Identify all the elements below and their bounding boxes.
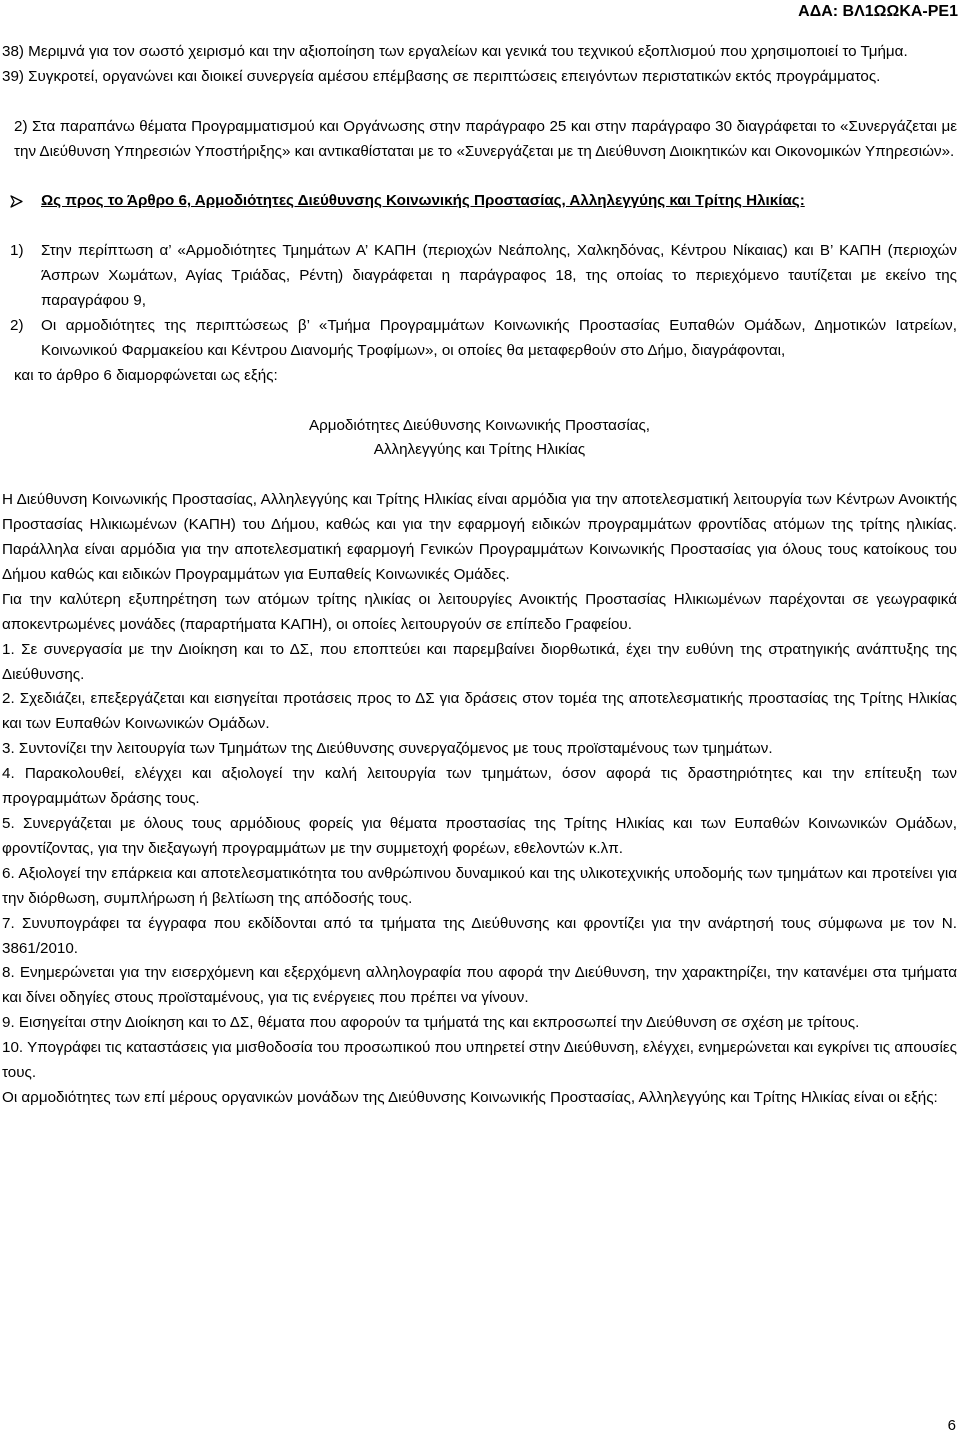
document-page: [2, 40, 957, 1111]
duty-item: 10. Υπογράφει τις καταστάσεις για μισθοδοσία του προσωπικού που υπηρετεί στην Διεύθυνση, ελέγχει, ενημερώνεται και εγκρίνει τις απουσίες τους.: [2, 1039, 957, 1082]
article-change-item: [2, 314, 957, 364]
article-change-item: [2, 239, 957, 314]
body-paragraph-1: Η Διεύθυνση Κοινωνικής Προστασίας, Αλληλεγγύης και Τρίτης Ηλικίας είναι αρμόδια για την αποτελεσματική λειτουργία των Κέντρων Ανοικτής Προστασίας Ηλικιωμένων (ΚΑΠΗ) του Δήμου, καθώς και για την εφαρμογή ειδικών προγραμμάτων φροντίδας ατόμων της τρίτης ηλικίας. Παράλληλα είναι αρμόδια για την αποτελεσματική εφαρμογή Γενικών Προγραμμάτων Κοινωνικής Προστασίας για όλους τους κατοίκους του Δήμου καθώς και ειδικών Προγραμμάτων για Ευπαθείς Κοινωνικές Ομάδες.: [2, 491, 957, 583]
arrow-bullet-icon: [10, 189, 41, 208]
article-6-heading: Ως προς το Άρθρο 6, Αρμοδιότητες Διεύθυνσης Κοινωνικής Προστασίας, Αλληλεγγύης και Τρίτης Ηλικίας:: [41, 192, 805, 210]
duty-item: 9. Εισηγείται στην Διοίκηση και το ΔΣ, θέματα που αφορούν τα τμήματά της και εκπροσωπεί την Διεύθυνση σε σχέση με τρίτους.: [2, 1014, 860, 1032]
spacer: [2, 463, 957, 488]
spacer: [2, 90, 957, 115]
article-6-bullet: [2, 189, 957, 214]
closing-paragraph: Οι αρμοδιότητες των επί μέρους οργανικών μονάδων της Διεύθυνσης Κοινωνικής Προστασίας, Αλληλεγγύης και Τρίτης Ηλικίας είναι οι εξής:: [2, 1088, 938, 1106]
duty-item: 3. Συντονίζει την λειτουργία των Τμημάτων της Διεύθυνσης συνεργαζόμενος με τους προϊσταμένους των τμημάτων.: [2, 740, 773, 758]
duty-item: 1. Σε συνεργασία με την Διοίκηση και το ΔΣ, που εποπτεύει και παρεμβαίνει διορθωτικά, έχει την ευθύνη της στρατηγικής ανάπτυξης της Διεύθυνσης.: [2, 640, 957, 683]
duty-item: 8. Ενημερώνεται για την εισερχόμενη και εξερχόμενη αλληλογραφία που αφορά την Διεύθυνση, την χαρακτηρίζει, την κατανέμει στα τμήματα και δίνει οδηγίες στους προϊσταμένους, για τις ενέργειες που πρέπει να γίνουν.: [2, 964, 957, 1007]
duty-item: 5. Συνεργάζεται με όλους τους αρμόδιους φορείς για θέματα προστασίας της Τρίτης Ηλικίας και των Ευπαθών Κοινωνικών Ομάδων, φροντίζοντας, για την διεξαγωγή προγραμμάτων με την συμμετοχή φορέων, εθελοντών κ.λπ.: [2, 815, 957, 857]
amendment-item-2: 2) Στα παραπάνω θέματα Προγραμματισμού και Οργάνωσης στην παράγραφο 25 και στην παράγραφο 30 διαγράφεται το «Συνεργάζεται με την Διεύθυνση Υπηρεσιών Υποστήριξης» και αντικαθίσταται με το «Συνεργάζεται με τη Διεύθυνση Διοικητικών και Οικονομικών Υπηρεσιών».: [14, 117, 957, 160]
paragraph-38: 38) Μεριμνά για τον σωστό χειρισμό και την αξιοποίηση των εργαλείων και γενικά του τεχνικού εξοπλισμού που χρησιμοποιεί το Τμήμα.: [2, 43, 908, 60]
document-code-header: ΑΔΑ: ΒΛ1ΩΩΚΑ-ΡΕ1: [798, 3, 958, 20]
reform-line: και το άρθρο 6 διαμορφώνεται ως εξής:: [14, 366, 278, 384]
item-text: Οι αρμοδιότητες της περιπτώσεως β’ «Τμήμα Προγραμμάτων Κοινωνικής Προστασίας Ευπαθών Ομάδων, Δημοτικών Ιατρείων, Κοινωνικού Φαρμακείου και Κέντρου Διανομής Τροφίμων», οι οποίες θα μεταφερθούν στο Δήμο, διαγράφονται,: [41, 316, 957, 359]
item-number: 1): [10, 242, 24, 260]
item-text: Στην περίπτωση α’ «Αρμοδιότητες Τμημάτων Α’ ΚΑΠΗ (περιοχών Νεάπολης, Χαλκηδόνας, Κέντρου Νίκαιας) και Β’ ΚΑΠΗ (περιοχών Άσπρων Χωμάτων, Αγίας Τριάδας, Ρέντη) διαγράφεται η παράγραφος 18, της οποίας το περιεχόμενο ταυτίζεται με εκείνο της παραγράφου 9,: [41, 242, 957, 310]
spacer: [2, 214, 957, 239]
duty-item: 4. Παρακολουθεί, ελέγχει και αξιολογεί την καλή λειτουργία των τμημάτων, όσον αφορά τις δραστηριότητες και την επίτευξη των προγραμμάτων δράσης τους.: [2, 765, 957, 808]
duty-item: 7. Συνυπογράφει τα έγγραφα που εκδίδονται από τα τμήματα της Διεύθυνσης και φροντίζει για την ανάρτησή τους σύμφωνα με τον Ν. 3861/2010.: [2, 914, 957, 957]
item-number: 2): [10, 316, 24, 334]
paragraph-39: 39) Συγκροτεί, οργανώνει και διοικεί συνεργεία αμέσου επέμβασης σε περιπτώσεις επειγόντων περιστατικών εκτός προγράμματος.: [2, 67, 881, 85]
page-number: 6: [947, 1417, 956, 1434]
section-heading-line-2: Αλληλεγγύης και Τρίτης Ηλικίας: [373, 441, 586, 459]
duty-item: 2. Σχεδιάζει, επεξεργάζεται και εισηγείται προτάσεις προς το ΔΣ για δράσεις στον τομέα της αποτελεσματικής προστασίας της Τρίτης Ηλικίας και των Ευπαθών Κοινωνικών Ομάδων.: [2, 690, 957, 733]
spacer: [2, 165, 957, 190]
section-heading-line-1: Αρμοδιότητες Διεύθυνσης Κοινωνικής Προστασίας,: [308, 416, 651, 434]
duty-item: 6. Αξιολογεί την επάρκεια και αποτελεσματικότητα του ανθρώπινου δυναμικού και της υλικοτεχνικής υποδομής των τμημάτων και προτείνει για την διόρθωση, συμπλήρωση ή βελτίωση της απόδοσής τους.: [2, 864, 957, 907]
body-paragraph-2: Για την καλύτερη εξυπηρέτηση των ατόμων τρίτης ηλικίας οι λειτουργίες Ανοικτής Προστασίας Ηλικιωμένων παρέχονται σε γεωγραφικά αποκεντρωμένες μονάδες (παραρτήματα ΚΑΠΗ), οι οποίες λειτουργούν σε επίπεδο Γραφείου.: [2, 590, 957, 633]
spacer: [2, 389, 957, 414]
